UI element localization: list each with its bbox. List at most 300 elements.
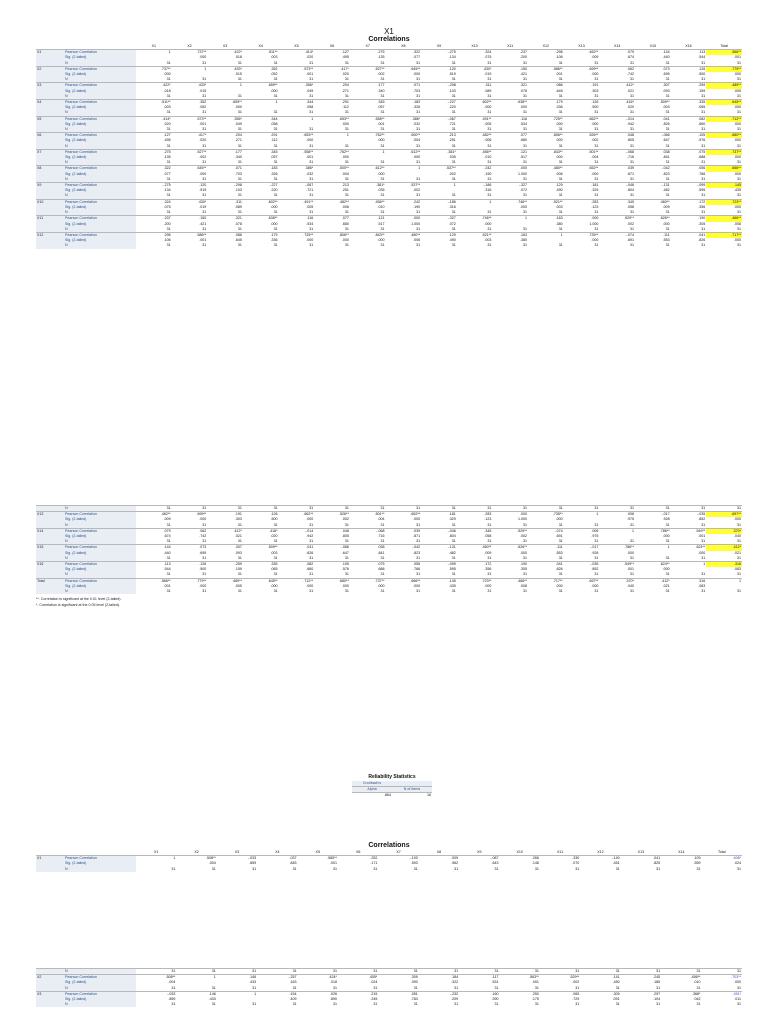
table-cell: 31 — [176, 1002, 216, 1007]
table-cell: .181 — [564, 183, 600, 189]
table-cell: 31 — [599, 539, 635, 545]
table-cell: .421 — [492, 72, 528, 77]
table-cell: 31 — [421, 227, 457, 233]
table-cell: .356* — [207, 116, 243, 122]
table-cell: 31 — [207, 227, 243, 233]
table-cell: 31 — [136, 193, 172, 199]
table-cell: 31 — [279, 61, 315, 67]
table-cell: .086 — [528, 83, 564, 89]
table-cell: 31 — [385, 506, 421, 512]
table-cell: 31 — [599, 243, 635, 248]
table-cell: 31 — [528, 193, 564, 199]
table-cell: .020 — [599, 105, 635, 110]
table-cell: .005 — [706, 89, 742, 94]
row-statistic-label: Sig. (2-tailed) — [64, 584, 136, 589]
table-cell: 31 — [621, 867, 661, 872]
table-cell: .725** — [528, 116, 564, 122]
table-cell: .723** — [457, 578, 493, 584]
table-cell: 31 — [635, 210, 671, 216]
table-cell: 31 — [564, 556, 600, 562]
table-cell: 31 — [599, 94, 635, 100]
table-cell: .242 — [457, 166, 493, 172]
table-cell: .041 — [621, 856, 661, 862]
row-variable-label: X2 — [36, 66, 64, 72]
table-cell: .529** — [540, 975, 580, 981]
column-header: X9 — [421, 44, 457, 50]
table-cell: .004 — [350, 517, 386, 522]
table-cell: .011 — [701, 997, 742, 1002]
table-cell: -.327 — [421, 216, 457, 222]
table-cell: 1 — [492, 216, 528, 222]
table-cell: .586** — [528, 66, 564, 72]
table-title: Correlations — [368, 36, 410, 43]
table-cell: .111 — [635, 232, 671, 238]
table-cell: .000 — [706, 238, 742, 243]
table-cell: 31 — [661, 867, 701, 872]
table-cell: .345 — [350, 100, 386, 106]
table-cell: .491** — [457, 116, 493, 122]
table-cell: .386* — [279, 166, 315, 172]
table-cell: .175 — [500, 997, 540, 1002]
table-cell: .316 — [671, 578, 707, 584]
table-cell: .065 — [540, 991, 580, 997]
column-header: X12 — [528, 44, 564, 50]
table-cell: .018 — [298, 980, 338, 985]
table-cell: .852 — [564, 567, 600, 572]
table-cell: .691 — [528, 534, 564, 539]
row-variable-label: X9 — [36, 183, 64, 189]
table-cell: 31 — [500, 867, 540, 872]
table-cell: 31 — [257, 969, 297, 975]
table-cell: -.327 — [492, 183, 528, 189]
table-cell: .024 — [338, 980, 378, 985]
table-cell: .490 — [528, 188, 564, 193]
table-cell: .037 — [257, 856, 297, 862]
table-cell: .460** — [457, 545, 493, 551]
table-cell: .009 — [457, 551, 493, 556]
table-cell: .073 — [172, 545, 208, 551]
table-cell: 31 — [706, 94, 742, 100]
table-cell: 31 — [314, 556, 350, 562]
table-cell: .103 — [421, 89, 457, 94]
table-cell: 31 — [564, 589, 600, 594]
table-cell: 31 — [136, 506, 172, 512]
table-cell: .721 — [279, 188, 315, 193]
table-cell: .003 — [457, 238, 493, 243]
table-cell: .083 — [671, 584, 707, 589]
table-cell: 31 — [564, 227, 600, 233]
table-cell: 1.000 — [385, 222, 421, 227]
table-cell: 31 — [421, 210, 457, 216]
table-cell: .626** — [635, 216, 671, 222]
table-cell: 31 — [314, 144, 350, 150]
row-statistic-label: Pearson Correlation — [64, 545, 136, 551]
table-cell: .204 — [207, 133, 243, 139]
row-variable-label — [36, 867, 64, 872]
table-cell: 31 — [314, 77, 350, 83]
table-cell: 31 — [457, 556, 493, 562]
table-cell: .942 — [279, 534, 315, 539]
table-cell: 31 — [671, 572, 707, 578]
table-cell: 31 — [136, 144, 172, 150]
table-cell: .003 — [635, 105, 671, 110]
table-cell: 31 — [671, 61, 707, 67]
table-cell: -.186 — [421, 199, 457, 205]
table-cell: -.017 — [635, 512, 671, 518]
table-cell: -.275 — [421, 50, 457, 56]
table-cell: 1 — [136, 856, 176, 862]
table-cell: 31 — [528, 556, 564, 562]
table-cell: 31 — [457, 144, 493, 150]
table-cell: .500 — [564, 105, 600, 110]
table-cell: .421 — [172, 222, 208, 227]
row-statistic-label: Sig. (2-tailed) — [64, 72, 136, 77]
table-cell: 31 — [701, 986, 742, 992]
table-cell: -.033 — [217, 856, 257, 862]
table-cell: 31 — [599, 193, 635, 199]
table-cell: .735** — [528, 512, 564, 518]
table-cell: .051 — [378, 991, 418, 997]
table-cell: .000 — [564, 122, 600, 127]
table-cell: .127 — [136, 133, 172, 139]
row-statistic-label: N — [64, 523, 136, 529]
table-cell: .062 — [172, 528, 208, 534]
table-cell: 31 — [314, 539, 350, 545]
table-cell: .356 — [457, 567, 493, 572]
table-cell: .120 — [172, 183, 208, 189]
table-cell: 31 — [314, 127, 350, 133]
table-cell: 1 — [671, 562, 707, 568]
table-cell: -.035 — [564, 562, 600, 568]
table-cell: 31 — [172, 193, 208, 199]
table-cell: .695 — [635, 72, 671, 77]
table-cell: 31 — [421, 193, 457, 199]
table-cell: .380 — [492, 238, 528, 243]
table-cell: 31 — [457, 572, 493, 578]
reliability-title: Reliability Statistics — [368, 774, 416, 780]
table-cell: 31 — [136, 523, 172, 529]
table-cell: 31 — [599, 127, 635, 133]
table-cell: .521** — [528, 199, 564, 205]
table-cell: .462** — [564, 50, 600, 56]
table-cell: -.227 — [243, 183, 279, 189]
table-row — [36, 589, 742, 594]
table-cell: .209 — [419, 997, 459, 1002]
table-cell: .000 — [279, 584, 315, 589]
table-cell: 31 — [457, 177, 493, 183]
table-cell: 1 — [635, 545, 671, 551]
table-cell: .154 — [257, 991, 297, 997]
table-cell: 31 — [257, 986, 297, 992]
table-cell: .000 — [492, 205, 528, 210]
table-cell: 31 — [599, 110, 635, 116]
row-variable-label: X10 — [36, 199, 64, 205]
table-cell: 31 — [599, 144, 635, 150]
table-cell: .345 — [243, 149, 279, 155]
column-header: X1 — [136, 850, 176, 856]
table-cell: .035 — [350, 188, 386, 193]
table-cell: 31 — [528, 210, 564, 216]
table-cell: 31 — [457, 589, 493, 594]
table-cell: .826 — [635, 122, 671, 127]
table-cell: .020 — [243, 534, 279, 539]
row-variable-label: Total — [36, 578, 64, 584]
table-cell: 31 — [243, 589, 279, 594]
table-cell: 31 — [492, 227, 528, 233]
table-cell: -.033 — [136, 991, 176, 997]
table-cell: .558** — [350, 116, 386, 122]
row-statistic-label: N — [64, 506, 136, 512]
table-cell: .852 — [671, 517, 707, 522]
column-header: X16 — [671, 44, 707, 50]
table-cell: 1 — [279, 116, 315, 122]
table-cell: 31 — [457, 94, 493, 100]
table-cell: .307 — [207, 545, 243, 551]
table-cell: 1 — [207, 83, 243, 89]
table-cell: .019 — [172, 205, 208, 210]
table-cell: 31 — [492, 523, 528, 529]
table-cell: 31 — [136, 572, 172, 578]
table-cell: .006 — [385, 238, 421, 243]
table-cell: .566** — [136, 578, 172, 584]
table-cell: .322 — [419, 980, 459, 985]
table-cell: .703 — [385, 89, 421, 94]
table-cell: .699** — [172, 512, 208, 518]
table-cell: .041 — [279, 545, 315, 551]
table-cell: .191 — [207, 512, 243, 518]
table-cell: 31 — [540, 969, 580, 975]
table-cell: .082 — [671, 116, 707, 122]
table-cell: .422* — [136, 83, 172, 89]
table-cell: .975 — [599, 517, 635, 522]
table-cell: .573** — [172, 116, 208, 122]
row-variable-label: X7 — [36, 149, 64, 155]
table-cell: .841 — [635, 155, 671, 160]
row-statistic-label: N — [64, 986, 136, 992]
table-cell: .271 — [207, 138, 243, 143]
table-cell: .006 — [314, 205, 350, 210]
table-cell: 31 — [564, 539, 600, 545]
table-cell: 31 — [599, 177, 635, 183]
table-cell: .500** — [385, 133, 421, 139]
row-statistic-label: N — [64, 556, 136, 562]
table-cell: .000 — [706, 172, 742, 177]
row-statistic-label: Pearson Correlation — [64, 133, 136, 139]
table-cell: 31 — [314, 94, 350, 100]
table-cell: .697** — [564, 578, 600, 584]
table-cell: .271 — [314, 89, 350, 94]
table-cell: 31 — [207, 77, 243, 83]
table-cell: .008 — [706, 222, 742, 227]
table-cell: 31 — [350, 227, 386, 233]
table-cell: .311 — [457, 83, 493, 89]
table-cell: .126 — [671, 66, 707, 72]
table-cell: .433* — [172, 83, 208, 89]
table-cell: .077 — [492, 133, 528, 139]
table-cell: 31 — [528, 61, 564, 67]
table-cell: .065 — [671, 105, 707, 110]
table-cell: .309 — [378, 975, 418, 981]
table-cell: 31 — [457, 523, 493, 529]
column-header: X3 — [217, 850, 257, 856]
correlations-table-4 — [36, 968, 742, 1007]
table-cell: .666** — [385, 578, 421, 584]
table-cell: 31 — [706, 61, 742, 67]
table-cell: .159 — [207, 567, 243, 572]
table-cell: .511** — [136, 100, 172, 106]
table-cell: 31 — [421, 94, 457, 100]
table-cell: .150 — [172, 216, 208, 222]
footnote-005: *. Correlation is significant at the 0.05 level (2-tailed). — [36, 603, 121, 608]
table-cell: .841 — [350, 551, 386, 556]
table-cell: .000 — [706, 205, 742, 210]
table-cell: 31 — [492, 77, 528, 83]
table-cell: .123 — [457, 517, 493, 522]
table-cell: 31 — [457, 160, 493, 166]
table-cell: .527** — [172, 149, 208, 155]
row-statistic-label: N — [64, 77, 136, 83]
table-cell: 31 — [350, 556, 386, 562]
table-cell: .508** — [136, 975, 176, 981]
table-cell: 31 — [580, 867, 620, 872]
alpha-header: Cronbach's — [352, 781, 392, 787]
table-cell: .001 — [298, 861, 338, 866]
table-cell: .602** — [457, 100, 493, 106]
table-cell: 31 — [298, 969, 338, 975]
table-cell: 31 — [419, 969, 459, 975]
row-statistic-label: Pearson Correlation — [64, 50, 136, 56]
row-statistic-label: N — [64, 110, 136, 116]
table-cell: .058 — [457, 534, 493, 539]
table-cell: 31 — [350, 77, 386, 83]
table-cell: .386* — [385, 116, 421, 122]
table-cell: .303 — [207, 517, 243, 522]
table-cell: .019 — [457, 72, 493, 77]
table-cell: 31 — [385, 127, 421, 133]
table-cell: .177 — [207, 149, 243, 155]
table-cell: .075 — [350, 562, 386, 568]
table-cell: .056 — [385, 562, 421, 568]
table-cell: -.042 — [385, 545, 421, 551]
table-cell: .662** — [279, 512, 315, 518]
table-cell: .121 — [492, 149, 528, 155]
table-row — [36, 243, 742, 248]
table-cell: .000 — [279, 238, 315, 243]
table-cell: 31 — [564, 193, 600, 199]
table-cell: .501** — [564, 149, 600, 155]
table-cell: .405* — [338, 975, 378, 981]
table-cell: 31 — [635, 506, 671, 512]
table-cell: .519 — [421, 72, 457, 77]
table-cell: 31 — [671, 506, 707, 512]
correlations-table-3 — [36, 842, 742, 872]
table-cell: 31 — [172, 77, 208, 83]
table-cell: 31 — [671, 210, 707, 216]
table-cell: -.186 — [457, 183, 493, 189]
table-cell: 31 — [635, 193, 671, 199]
table-cell: 31 — [661, 986, 701, 992]
table-cell: 31 — [243, 144, 279, 150]
table-cell: .089 — [457, 89, 493, 94]
table-cell: 31 — [172, 589, 208, 594]
table-cell: 31 — [172, 572, 208, 578]
table-cell: 31 — [528, 110, 564, 116]
table-cell: 31 — [671, 177, 707, 183]
table-cell: -.014 — [599, 116, 635, 122]
table-cell: .433 — [217, 980, 257, 985]
table-cell: 1 — [350, 149, 386, 155]
table-cell: .000 — [528, 122, 564, 127]
table-cell: 31 — [136, 539, 172, 545]
table-cell: 31 — [385, 177, 421, 183]
table-cell: 31 — [207, 127, 243, 133]
table-cell: .408* — [701, 856, 742, 862]
table-cell: .000 — [243, 222, 279, 227]
table-cell: 31 — [421, 589, 457, 594]
table-cell: .495 — [314, 55, 350, 60]
table-cell: .000 — [671, 551, 707, 556]
table-cell: 31 — [421, 243, 457, 248]
table-cell: 31 — [243, 243, 279, 248]
table-cell: 31 — [207, 556, 243, 562]
table-cell: .042 — [661, 997, 701, 1002]
table-cell: .000 — [172, 172, 208, 177]
table-cell: .489** — [207, 578, 243, 584]
table-cell: 31 — [217, 986, 257, 992]
column-header: X14 — [599, 44, 635, 50]
table-cell: .041 — [635, 116, 671, 122]
column-header: X7 — [350, 44, 386, 50]
table-cell: -.298 — [421, 83, 457, 89]
table-cell: .370* — [599, 578, 635, 584]
table-cell: 31 — [314, 61, 350, 67]
table-cell: 31 — [492, 243, 528, 248]
row-variable-label: X14 — [36, 528, 64, 534]
table-cell: .691 — [599, 238, 635, 243]
table-cell: 31 — [378, 986, 418, 992]
row-statistic-label: Sig. (2-tailed) — [64, 55, 136, 60]
table-cell: .001 — [172, 122, 208, 127]
table-cell: 31 — [279, 177, 315, 183]
table-cell: .048 — [599, 133, 635, 139]
table-cell: .645 — [528, 89, 564, 94]
table-cell: .352 — [172, 100, 208, 106]
table-cell: .008 — [492, 584, 528, 589]
document-title: X1 — [384, 27, 394, 36]
table-cell: 31 — [136, 986, 176, 992]
table-cell: 31 — [671, 94, 707, 100]
table-cell: 31 — [172, 110, 208, 116]
table-cell: 31 — [136, 1002, 176, 1007]
table-cell: 31 — [671, 160, 707, 166]
table-cell: .000 — [350, 172, 386, 177]
table-cell: .000 — [701, 980, 742, 985]
table-cell: .595 — [421, 567, 457, 572]
table-cell: .146 — [176, 991, 216, 997]
column-header: X4 — [257, 850, 297, 856]
table-cell: .695 — [172, 551, 208, 556]
table-cell: -.086 — [314, 545, 350, 551]
row-variable-label: X5 — [36, 116, 64, 122]
table-cell: .183 — [243, 166, 279, 172]
table-cell: .065 — [243, 567, 279, 572]
table-cell: 31 — [207, 210, 243, 216]
table-cell: .000 — [492, 166, 528, 172]
table-cell: 31 — [243, 77, 279, 83]
table-cell: .638** — [492, 100, 528, 106]
table-cell: .052 — [243, 72, 279, 77]
row-statistic-label: N — [64, 127, 136, 133]
